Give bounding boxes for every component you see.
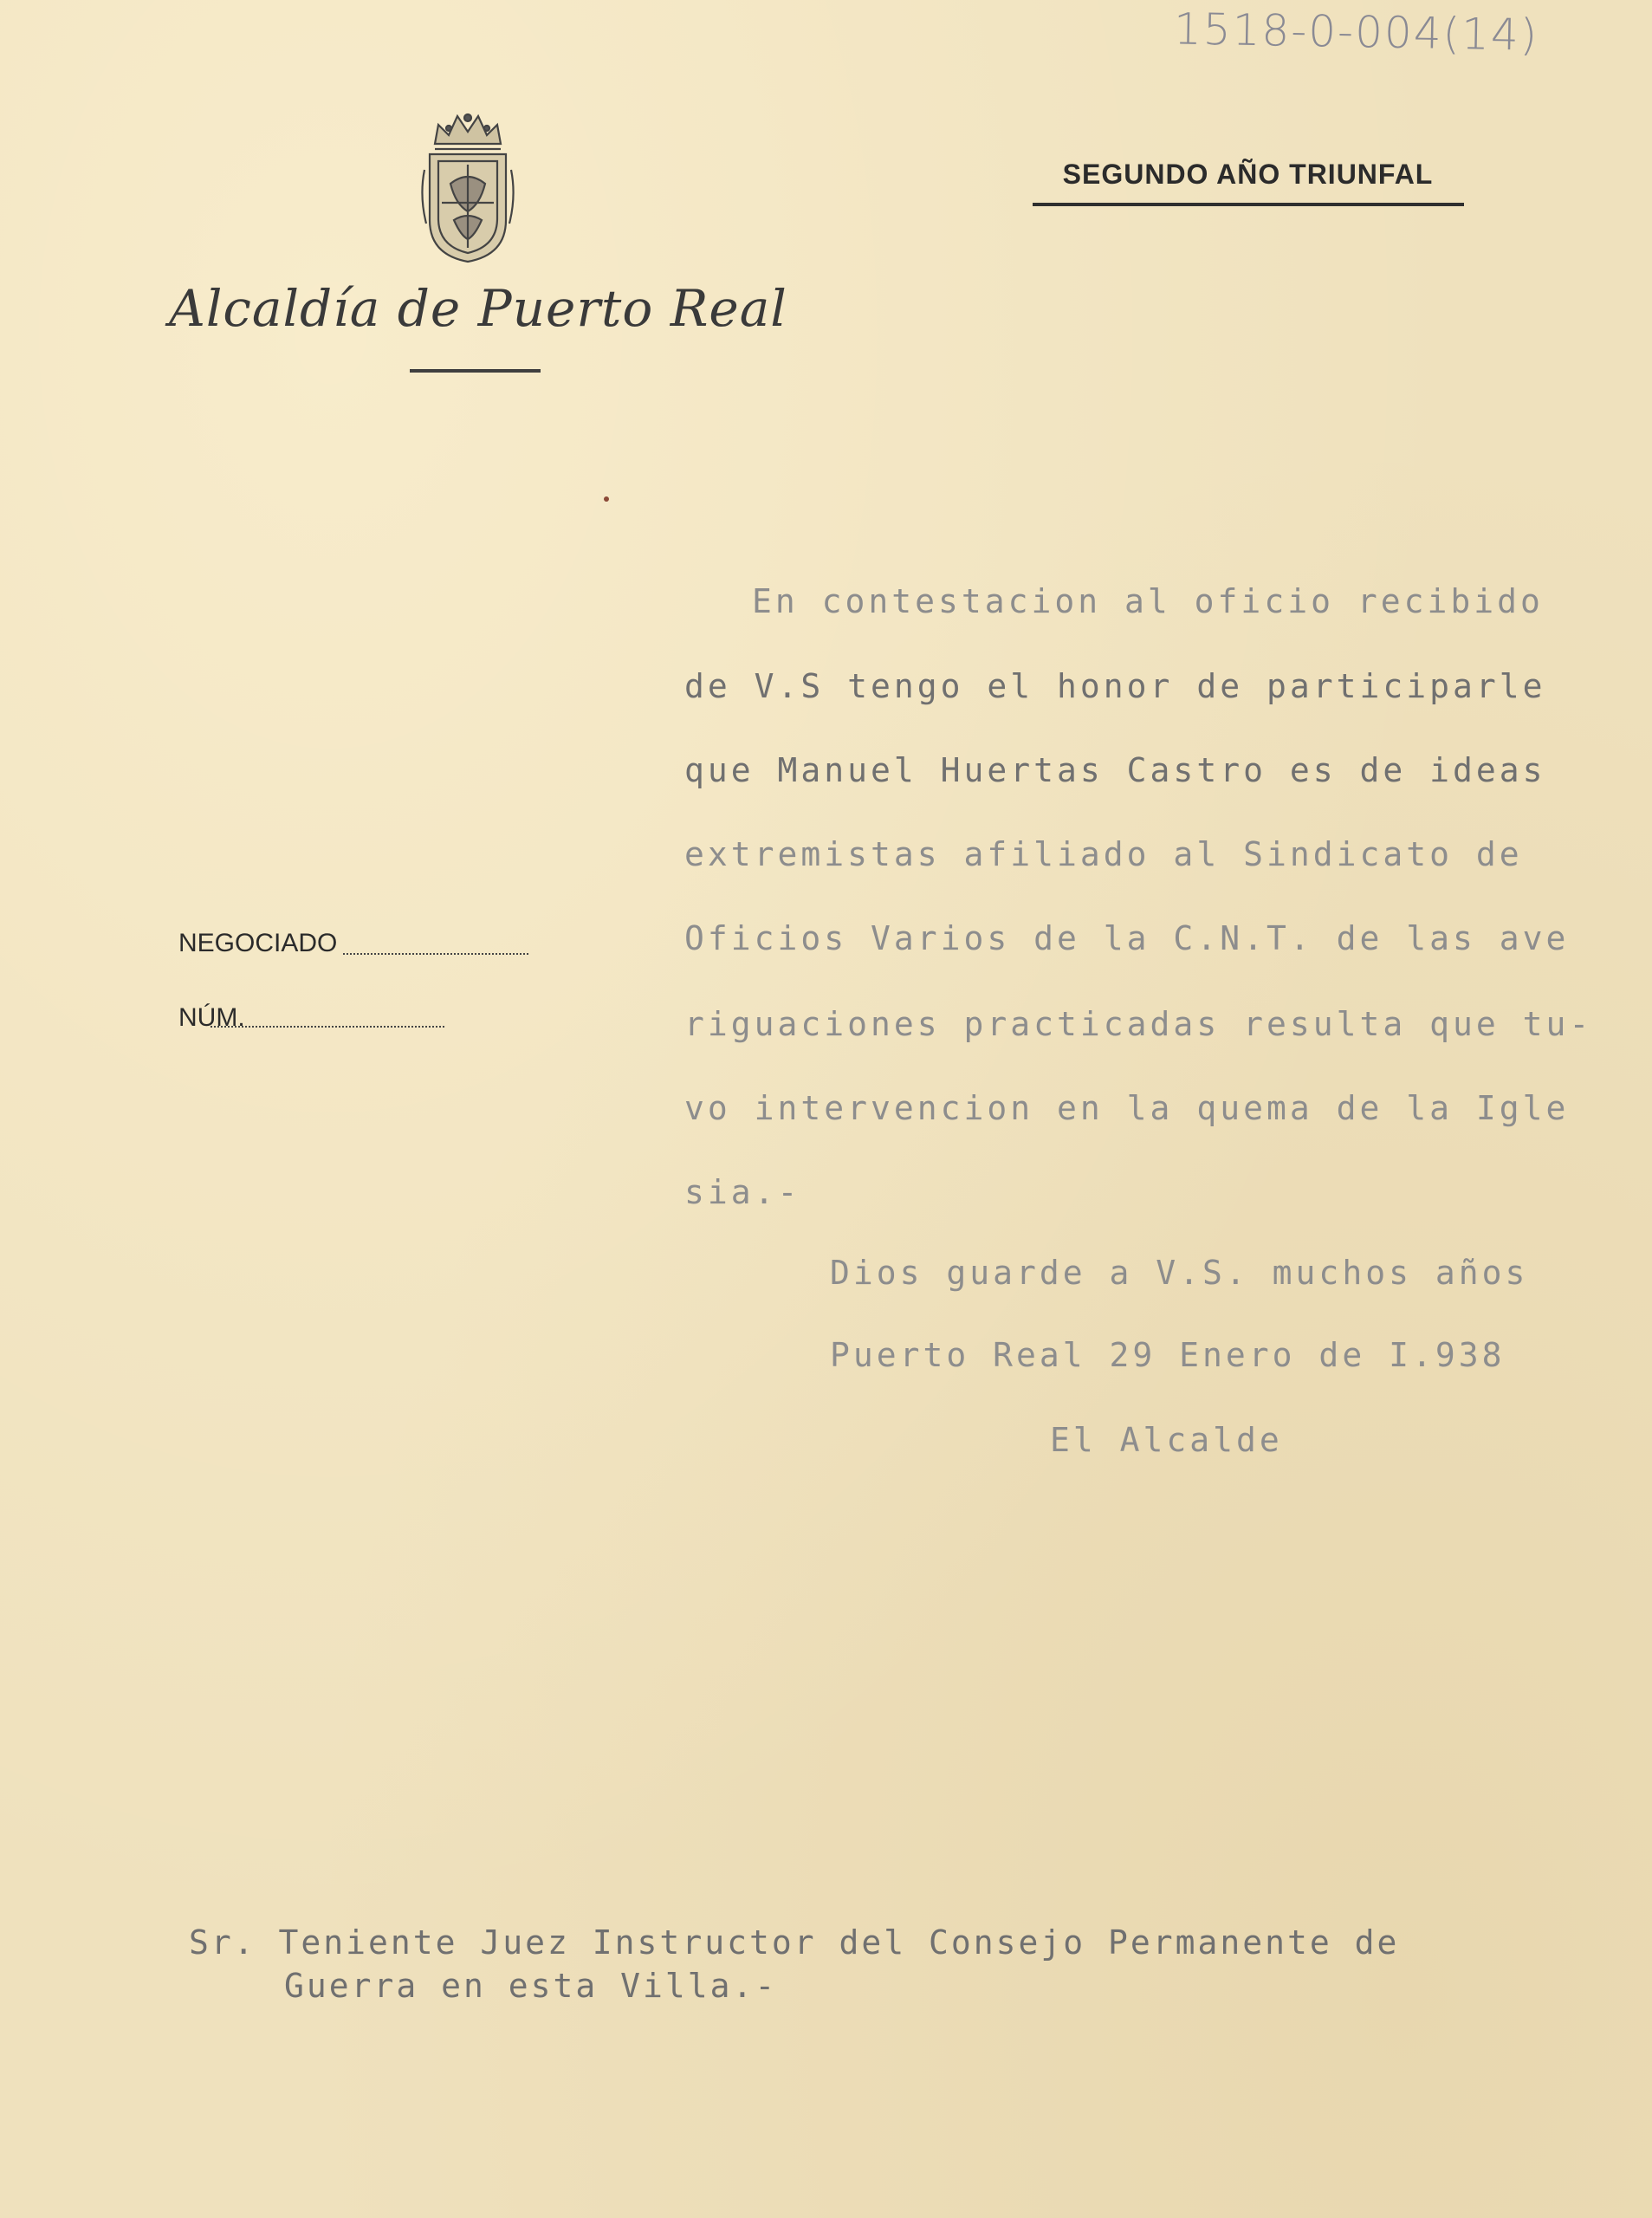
body-line: En contestacion al oficio recibido bbox=[752, 582, 1544, 620]
letterhead-divider bbox=[410, 369, 541, 373]
year-banner-underline bbox=[1033, 203, 1464, 206]
body-line: sia.- bbox=[684, 1173, 801, 1211]
addressee-line: Guerra en esta Villa.- bbox=[284, 1967, 778, 2005]
body-line: riguaciones practicadas resulta que tu- bbox=[684, 1005, 1593, 1043]
addressee-line: Sr. Teniente Juez Instructor del Consejo Permanente de bbox=[189, 1923, 1400, 1962]
body-line: que Manuel Huertas Castro es de ideas bbox=[684, 751, 1546, 789]
negociado-label: NEGOCIADO bbox=[178, 929, 338, 957]
num-field bbox=[211, 1026, 444, 1028]
city-name: Alcaldía de Puerto Real bbox=[169, 279, 787, 338]
body-line: Oficios Varios de la C.N.T. de las ave bbox=[684, 919, 1570, 957]
archive-reference: 1518-0-004(14) bbox=[1173, 3, 1539, 61]
year-banner: SEGUNDO AÑO TRIUNFAL bbox=[1062, 159, 1434, 190]
negociado-field bbox=[343, 953, 528, 955]
ink-speck bbox=[604, 496, 609, 502]
closing-greeting: Dios guarde a V.S. muchos años bbox=[830, 1254, 1529, 1292]
signatory: El Alcalde bbox=[1050, 1421, 1283, 1459]
coat-of-arms-icon bbox=[419, 109, 516, 265]
body-line: extremistas afiliado al Sindicato de bbox=[684, 835, 1523, 873]
body-line: vo intervencion en la quema de la Igle bbox=[684, 1089, 1570, 1127]
num-label: NÚM. bbox=[178, 1003, 245, 1032]
body-line: de V.S tengo el honor de participarle bbox=[684, 667, 1546, 705]
place-date: Puerto Real 29 Enero de I.938 bbox=[830, 1336, 1506, 1374]
